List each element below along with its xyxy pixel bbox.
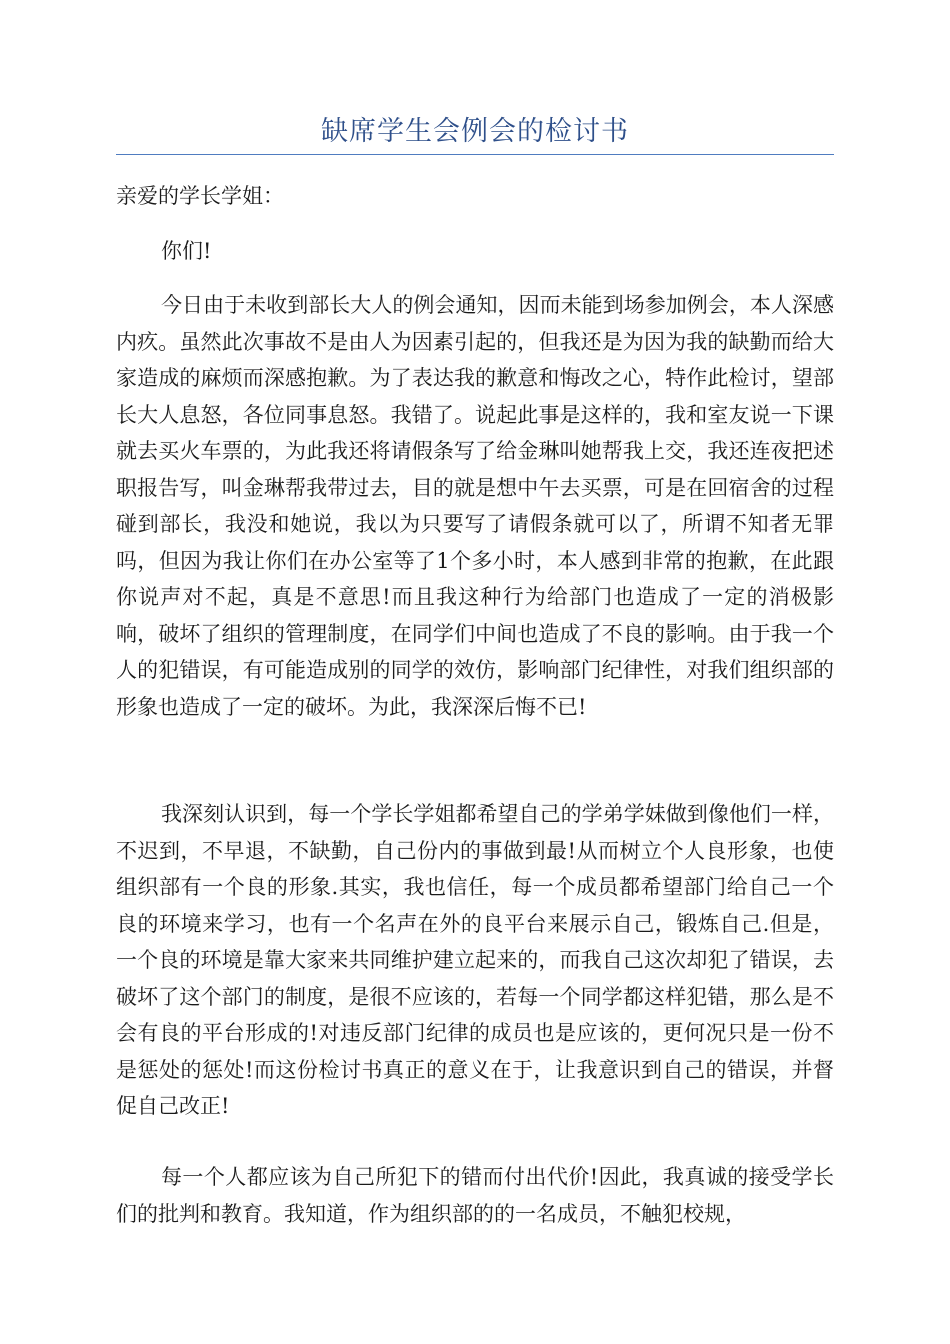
salutation: 亲爱的学长学姐：: [116, 184, 284, 208]
paragraph-3: 每一个人都应该为自己所犯下的错而付出代价!因此，我真诚的接受学长们的批判和教育。我知道，作为组织部的的一名成员，不触犯校规，: [116, 1165, 834, 1226]
paragraph-1: 今日由于未收到部长大人的例会通知，因而未能到场参加例会，本人深感内疚。虽然此次事故不是由人为因素引起的，但我还是为因为我的缺勤而给大家造成的麻烦而深感抱歉。为了表达我的歉意和悔改之心，特作此检讨，望部长大人息怒，各位同事息怒。我错了。说起此事是这样的，我和室友说一下课就去买火车票的，为此我还将请假条写了给金琳叫她帮我上交，我还连夜把述职报告写，叫金琳帮我带过去，目的就是想中午去买票，可是在回宿舍的过程碰到部长，我没和她说，我以为只要写了请假条就可以了，所谓不知者无罪吗，但因为我让你们在办公室等了1个多小时，本人感到非常的抱歉，在此跟你说声对不起，真是不意思!而且我这种行为给部门也造成了一定的消极影响，破坏了组织的管理制度，在同学们中间也造成了不良的影响。由于我一个人的犯错误，有可能造成别的同学的效仿，影响部门纪律性，对我们组织部的形象也造成了一定的破坏。为此，我深深后悔不已!: [116, 293, 834, 719]
document-title: 缺席学生会例会的检讨书: [321, 116, 629, 147]
title-underline: [116, 154, 834, 155]
paragraph-2: 我深刻认识到，每一个学长学姐都希望自己的学弟学妹做到像他们一样，不迟到，不早退，不缺勤，自己份内的事做到最!从而树立个人良形象，也使组织部有一个良的形象.其实，我也信任，每一个成员都希望部门给自己一个良的环境来学习，也有一个名声在外的良平台来展示自己，锻炼自己.但是，一个良的环境是靠大家来共同维护建立起来的，而我自己这次却犯了错误，去破坏了这个部门的制度，是很不应该的，若每一个同学都这样犯错，那么是不会有良的平台形成的!对违反部门纪律的成员也是应该的，更何况只是一份不是惩处的惩处!而这份检讨书真正的意义在于，让我意识到自己的错误，并督促自己改正!: [116, 802, 834, 1118]
greeting: 你们!: [161, 239, 212, 263]
